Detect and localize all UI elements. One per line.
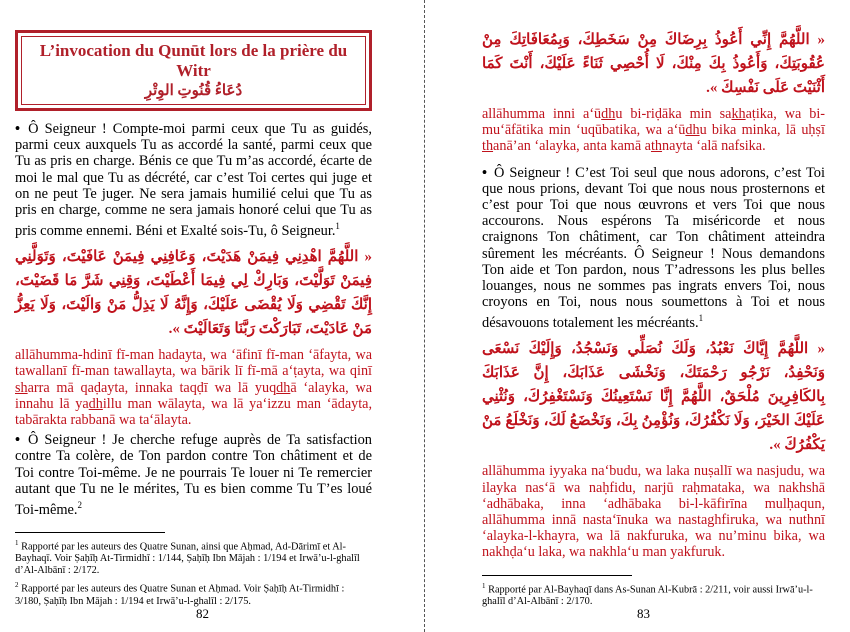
bullet-icon: • [15,432,21,449]
footnote-1: $^1$ Rapporté par les auteurs des Quatre Sunan, ainsi que Aḥmad, Ad-Dārimī et Al-Bayhaqī. Voir Ṣaḥīḥ At-Tirmidhī : 1/144, Ṣaḥīḥ Ibn Mājah : 1/194 et Irwā’u-l-ghalīl d’Al-Albānī : 2/172. [15,539,360,577]
bullet-icon: • [15,121,21,137]
page-divider [424,0,425,632]
footnote-rule [15,532,165,533]
french-paragraph-2 [15,432,372,518]
footnote-ref-3: 1 [698,313,704,324]
footnote-2: $^2$ Rapporté par les auteurs des Quatre Sunan et Aḥmad. Voir Ṣaḥīḥ At-Tirmidhī : 3/180, Ṣaḥīḥ Ibn Mājah : 1/194 et Irwā’u-l-ghalīl : 2/175. [15,581,345,607]
page-number-right: 83 [637,606,650,621]
title-box [15,30,372,111]
transliteration-2: allāhumma inni a‘ūdhu bi-riḍāka min sakhaṭika, wa bi-mu‘āfātika min ‘uqūbatika, wa a‘ūdhu bika minka, lā uḥṣī thanā’an ‘alayka, anta kamā athnayta ‘alā nafsika. [482,106,825,155]
section-title-french: L’invocation du Qunūt lors de la prière du Witr [39,41,348,80]
arabic-invocation-3: « اللَّهُمَّ إِيَّاكَ نَعْبُدُ، وَلَكَ نُصَلِّي وَنَسْجُدُ، وَإِلَيْكَ نَسْعَى وَنَحْفِدُ، نَرْجُو رَحْمَتَكَ، وَنَخْشَى عَذَابَكَ، إِنَّ عَذَابَكَ بِالكَافِرِينَ مُلْحَقٌ، اللَّهُمَّ إِنَّا نَسْتَعِينُكَ وَنَسْتَغْفِرُكَ، وَنُثْنِي عَلَيْكَ الخَيْرَ، وَلَا نَكْفُرُكَ، وَنُؤْمِنُ بِكَ، وَنَخْضَعُ لَكَ، وَنَخْلَعُ مَنْ يَكْفُرُكَ ». [482,341,825,454]
arabic-invocation-2: « اللَّهُمَّ إِنِّي أَعُوذُ بِرِضَاكَ مِنْ سَخَطِكَ، وَبِمُعَافَاتِكَ مِنْ عُقُوبَتِكَ، وَأَعُوذُ بِكَ مِنْكَ، لَا أُحْصِي ثَنَاءً عَلَيْكَ، أَنْتَ كَمَا أَثْنَيْتَ عَلَى نَفْسِكَ ». [482,32,825,96]
title-inner-frame [21,36,366,105]
footnote-rule [482,575,632,576]
french-paragraph-1 [15,121,372,239]
transliteration-3: allāhumma iyyaka na‘budu, wa laka nuṣallī wa nasjudu, wa ilayka nas‘ā wa naḥfidu, narjū raḥmataka, wa nakhshā ‘adhābaka, inna ‘adhābaka bi-l-kāfirīna mulḥaqun, allāhumma innā nasta‘īnuka wa nastaghfiruka, wa nuthnī ‘alayka-l-khayra, wa lā nakfuruka, wa nu’minu bika, wa nakhḍa‘u laka, wa nakhla‘u man yakfuruk. [482,463,825,561]
french-paragraph-3 [482,165,825,332]
arabic-invocation-1: « اللَّهُمَّ اهْدِنِي فِيمَنْ هَدَيْتَ، وَعَافِنِي فِيمَنْ عَافَيْتَ، وَتَوَلَّنِي فِيمَنْ تَوَلَّيْتَ، وَبَارِكْ لِي فِيمَا أَعْطَيْتَ، وَقِنِي شَرَّ مَا قَضَيْتَ، إِنَّكَ تَقْضِي وَلَا يُقْضَى عَلَيْكَ، وَإِنَّهُ لَا يَذِلُّ مَنْ وَالَيْتَ، وَلَا يَعِزُّ مَنْ عَادَيْتَ، تَبَارَكْتَ رَبَّنَا وَتَعَالَيْتَ ». [15,249,372,338]
french-text-1: Ô Seigneur ! Compte-moi parmi ceux que Tu as guidés, parmi ceux auxquels Tu as accordé la santé, parmi ceux que Tu as pris en charge. Bénis ce que Tu m’as accordé, écarte de moi le mal que Tu as décrété, car c’est Toi certes qui juge et on ne peut Te juger. Ne sera jamais humilié celui que Tu as pris en charge, comme ne sera jamais honoré celui que Tu as pris comme ennemi. Béni et Exalté sois-Tu, ô Seigneur. [15,121,372,240]
section-title-arabic: دُعَاءُ قُنُوتِ الوِتْرِ [144,83,243,99]
left-page [0,0,412,632]
right-page [437,0,850,632]
french-text-3: Ô Seigneur ! C’est Toi seul que nous adorons, c’est Toi que nous prions, devant Toi que nous nous prosternons et c’est pour Toi que nous œuvrons et vers Toi que nous accourons. Nous espérons Ta miséricorde et nous craignons Ton châtiment, car Ton châtiment atteindra sûrement les mécréants. Ô Seigneur ! Nous demandons Ton aide et Ton pardon, nous T’adressons les plus belles louanges, nous ne sommes pas ingrats envers Toi, nous croyons en Toi, nous nous soumettons à Toi et nous désavouons totalement les mécréants. [482,164,825,332]
transliteration-1: allāhumma-hdinī fī-man hadayta, wa ‘āfinī fī-man ‘āfayta, wa tawallanī fī-man tawallayta, wa bārik lī fī-mā a‘ṭayta, wa qinī sharra mā qaḍayta, innaka taqḍī wa lā yuqdhā ‘alayka, wa innahu lā yadhillu man wālayta, wa lā ya‘izzu man ‘ādayta, tabārakta rabbanā wa ta‘ālayta. [15,347,372,429]
footnote-ref-1: 1 [335,221,340,232]
bullet-icon: • [482,164,488,181]
page-number-left: 82 [196,606,209,621]
footnote-ref-2: 2 [77,500,83,511]
french-text-2: Ô Seigneur ! Je cherche refuge auprès de Ta satisfaction contre Ta colère, de Ton pardon contre Ton châtiment et de Toi contre Toi-même. Je ne pourrais Te louer ni Te remercier autant que Tu ne le mérites, Tu es bien comme Tu T’es loué Toi-même. [15,432,372,518]
footnote-3: $^1$ Rapporté par Al-Bayhaqī dans As-Sunan Al-Kubrā : 2/211, voir aussi Irwā’u-l-ghalīl d’Al-Albānī : 2/170. [482,581,813,608]
